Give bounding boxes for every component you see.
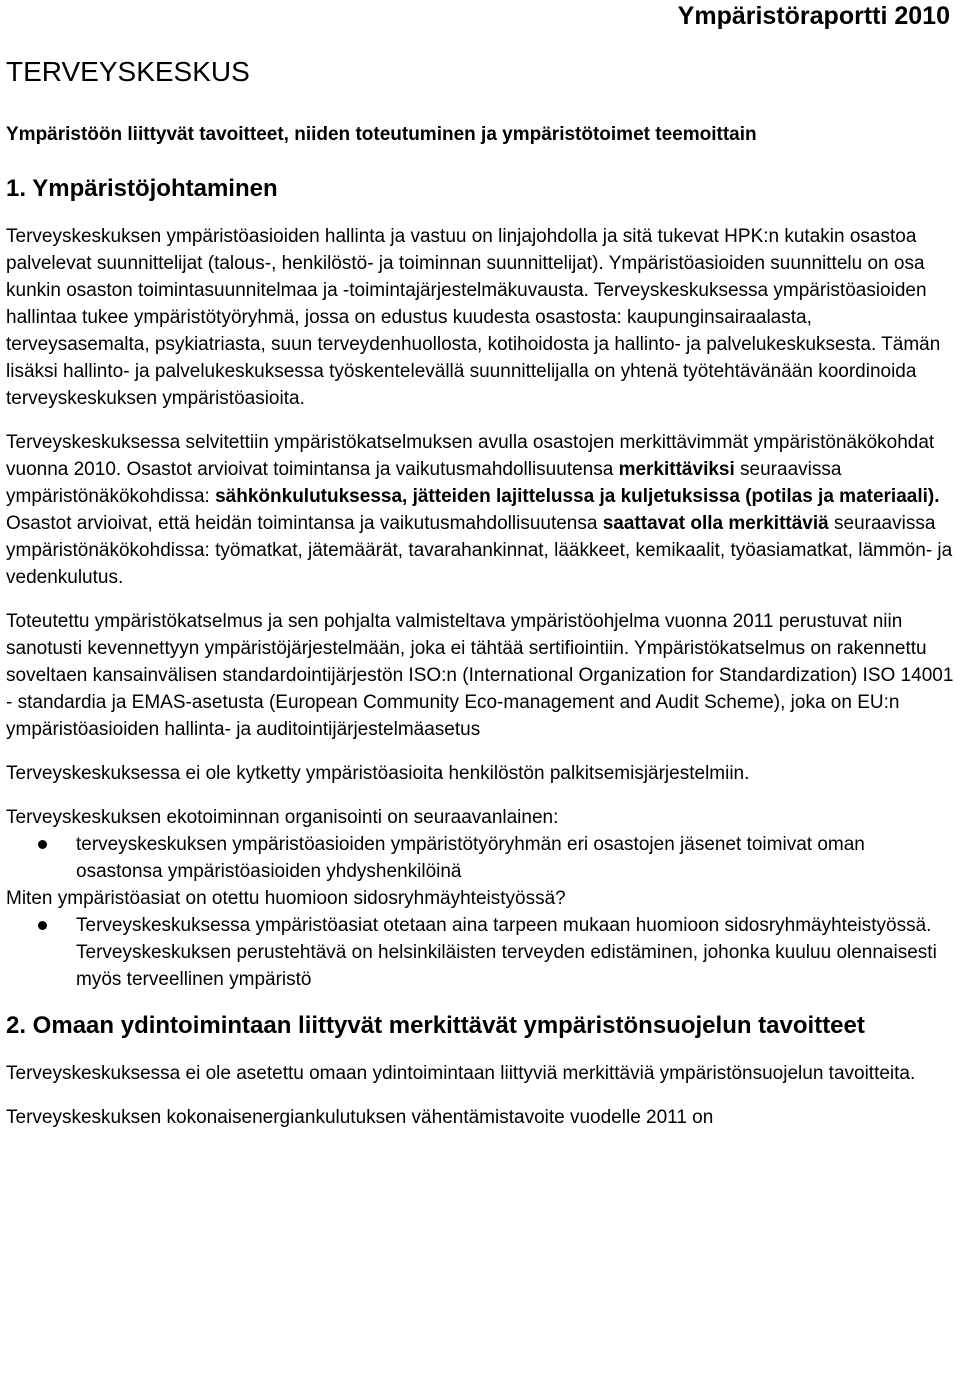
text-span: Terveyskeskuksessa selvitettiin ympäristökatselmuksen avulla osastojen merkittävimmät ympäristönäkökohdat vuonna 2010. Osastot arvioivat toimintansa ja vaikutusmahdollisuutensa xyxy=(6,432,935,480)
text-span: seuraavissa ympäristönäkökohdissa: työmatkat, jätemäärät, tavarahankinnat, lääkkeet, kemikaalit, työasiamatkat, lämmön- ja vedenkulutus. xyxy=(6,513,953,588)
section-1-question: Miten ympäristöasiat on otettu huomioon sidosryhmäyhteistyössä? xyxy=(6,888,566,909)
section-2-paragraph-2: Terveyskeskuksen kokonaisenergiankulutuksen vähentämistavoite vuodelle 2011 on xyxy=(6,1107,714,1128)
bold-text: merkittäviksi xyxy=(618,459,735,480)
section-1-paragraph-4: Terveyskeskuksessa ei ole kytketty ympäristöasioita henkilöstön palkitsemisjärjestelmiin. xyxy=(6,763,750,784)
section-1-heading: 1. Ympäristöjohtaminen xyxy=(6,175,278,202)
document-title: TERVEYSKESKUS xyxy=(6,56,250,87)
text-span: Osastot arvioivat, että heidän toimintansa ja vaikutusmahdollisuutensa xyxy=(6,513,603,534)
section-1-paragraph-1: Terveyskeskuksen ympäristöasioiden hallinta ja vastuu on linjajohdolla ja sitä tukevat HPK:n kutakin osastoa palvelevat suunnittelijat (talous-, henkilöstö- ja toiminnan suunnittelijat). Ympäristöasioiden suunnittelu on osa kunkin osaston toimintasuunnitelmaa ja -toimintajärjestelmäkuvausta. Terveyskeskuksessa ympäristöasioiden hallintaa tukee ympäristötyöryhmä, jossa on edustus kuudesta osastosta: kaupunginsairaalasta, terveysasemalta, psykiatriasta, suun terveydenhuollosta, kotihoidosta ja hallinto- ja palvelukeskuksesta. Tämän lisäksi hallinto- ja palvelukeskuksessa työskentelevällä suunnittelijalla on yhtenä työtehtävänään koordinoida terveyskeskuksen ympäristöasioita. xyxy=(6,226,941,409)
document-body xyxy=(6,174,956,1148)
bullet-list-2 xyxy=(6,912,956,993)
section-2-heading: 2. Omaan ydintoimintaan liittyvät merkittävät ympäristönsuojelun tavoitteet xyxy=(6,1012,865,1039)
section-1-paragraph-5: Terveyskeskuksen ekotoiminnan organisointi on seuraavanlainen: xyxy=(6,807,559,828)
bold-text: saattavat olla merkittäviä xyxy=(602,513,829,534)
bold-text: sähkönkulutuksessa, jätteiden lajittelussa ja kuljetuksissa (potilas ja materiaali). xyxy=(215,486,940,507)
bullet-list-1 xyxy=(6,831,956,885)
bullet-item: terveyskeskuksen ympäristöasioiden ympäristötyöryhmän eri osastojen jäsenet toimivat oman osastonsa ympäristöasioiden yhdyshenkilöinä xyxy=(6,831,956,885)
text-span: seuraavissa ympäristönäkökohdissa: xyxy=(6,459,842,507)
document-subtitle: Ympäristöön liittyvät tavoitteet, niiden toteutuminen ja ympäristötoimet teemoittain xyxy=(6,124,757,145)
bullet-item: Terveyskeskuksessa ympäristöasiat otetaan aina tarpeen mukaan huomioon sidosryhmäyhteistyössä. Terveyskeskuksen perustehtävä on helsinkiläisten terveyden edistäminen, johonka kuuluu olennaisesti myös terveellinen ympäristö xyxy=(6,912,956,993)
section-1-paragraph-3: Toteutettu ympäristökatselmus ja sen pohjalta valmisteltava ympäristöohjelma vuonna 2011 perustuvat niin sanotusti kevennettyyn ympäristöjärjestelmään, joka ei tähtää sertifiointiin. Ympäristökatselmus on rakennettu soveltaen kansainvälisen standardointijärjestön ISO:n (International Organization for Standardization) ISO 14001 - standardia ja EMAS-asetusta (European Community Eco-management and Audit Scheme), joka on EU:n ympäristöasioiden hallinta- ja auditointijärjestelmäasetus xyxy=(6,611,954,740)
section-1-paragraph-2 xyxy=(6,429,956,591)
report-header-title: Ympäristöraportti 2010 xyxy=(677,2,950,30)
section-2-paragraph-1: Terveyskeskuksessa ei ole asetettu omaan ydintoimintaan liittyviä merkittäviä ympäristönsuojelun tavoitteita. xyxy=(6,1063,916,1084)
